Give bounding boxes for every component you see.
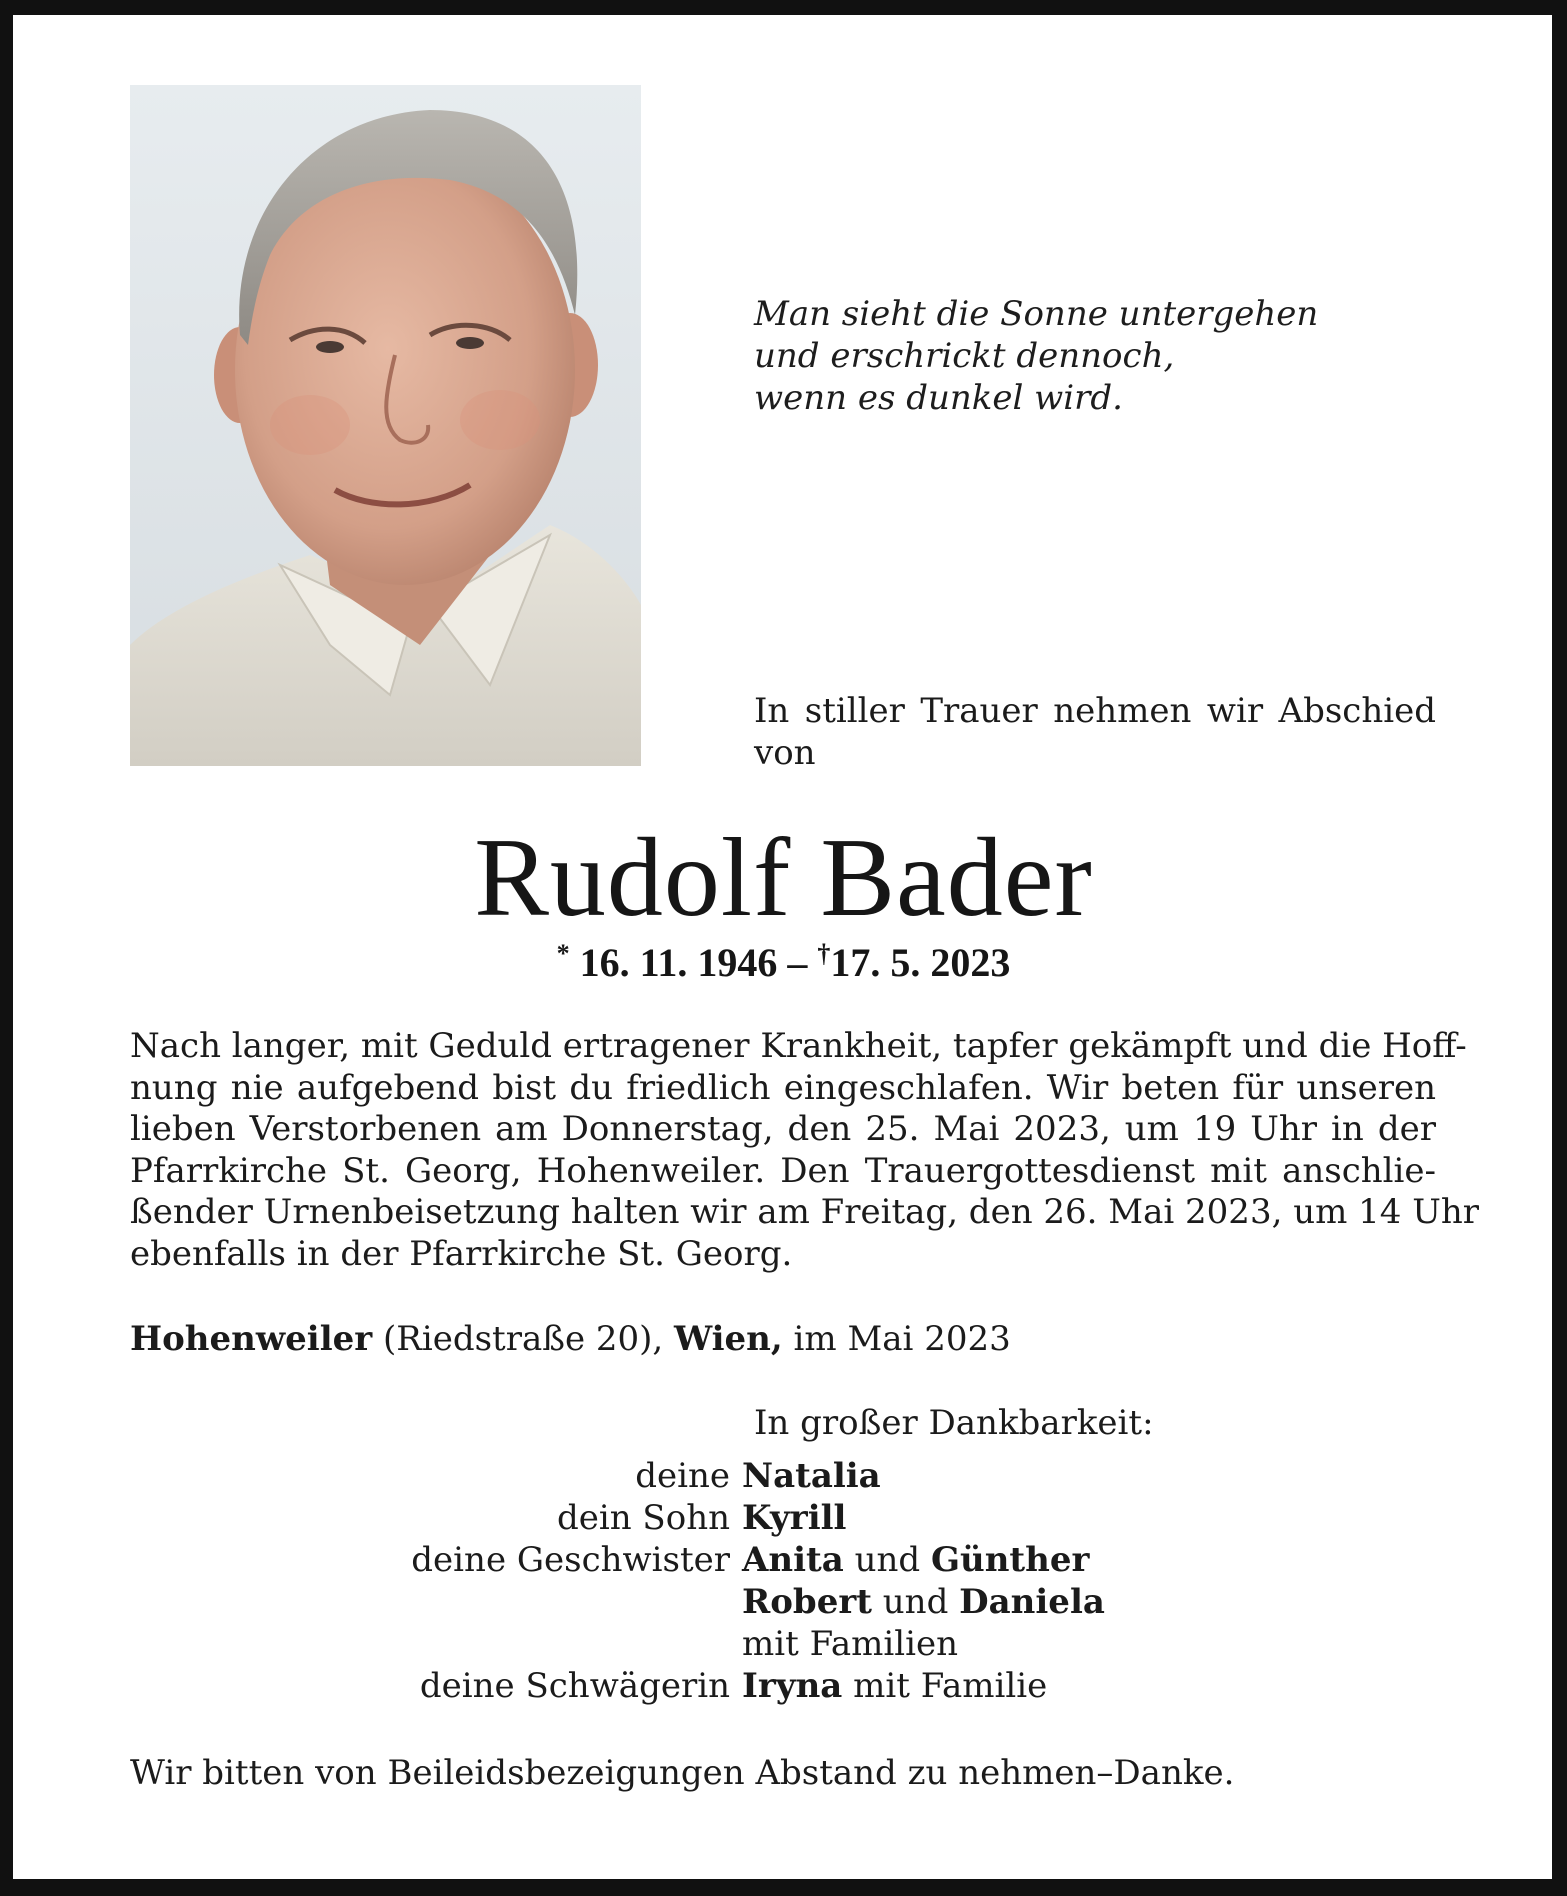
thanks-heading: In großer Dankbarkeit: bbox=[754, 1403, 1154, 1443]
date-dash: – bbox=[787, 940, 808, 985]
family-connector: und bbox=[854, 1540, 921, 1580]
location-place-1: Hohenweiler bbox=[130, 1319, 373, 1359]
location-place-2: Wien, bbox=[674, 1319, 783, 1359]
intro-text: In stiller Trauer nehmen wir Abschied von bbox=[754, 691, 1436, 773]
family-name: Anita bbox=[742, 1540, 844, 1580]
family-row bbox=[130, 1581, 1436, 1623]
family-name: Günther bbox=[930, 1540, 1090, 1580]
body-line: Pfarrkirche St. Georg, Hohenweiler. Den Trauergottesdienst mit anschlie- bbox=[130, 1150, 1436, 1191]
family-relation: deine Schwägerin bbox=[419, 1666, 730, 1706]
closing-note: Wir bitten von Beileidsbezeigungen Abstand zu nehmen–Danke. bbox=[130, 1753, 1235, 1793]
location-date: im Mai 2023 bbox=[793, 1319, 1011, 1359]
family-row bbox=[130, 1623, 1436, 1665]
life-dates bbox=[0, 938, 1567, 988]
portrait-photo bbox=[130, 85, 641, 766]
family-relation: dein Sohn bbox=[556, 1498, 730, 1538]
body-line: ebenfalls in der Pfarrkirche St. Georg. bbox=[130, 1233, 793, 1274]
deceased-name: Rudolf Bader bbox=[474, 816, 1093, 940]
location-line bbox=[130, 1318, 1436, 1360]
family-suffix: mit Familie bbox=[853, 1666, 1048, 1706]
family-list bbox=[130, 1455, 1436, 1707]
death-date: 17. 5. 2023 bbox=[830, 940, 1011, 985]
family-name: Kyrill bbox=[742, 1498, 847, 1538]
birth-date: 16. 11. 1946 bbox=[579, 940, 778, 985]
poem-line: wenn es dunkel wird. bbox=[754, 378, 1123, 418]
family-connector: und bbox=[882, 1582, 949, 1622]
body-line: ßender Urnenbeisetzung halten wir am Freitag, den 26. Mai 2023, um 14 Uhr bbox=[130, 1192, 1480, 1233]
family-row bbox=[130, 1497, 1436, 1539]
family-name: Daniela bbox=[959, 1582, 1105, 1622]
birth-symbol: * bbox=[556, 939, 570, 968]
family-relation bbox=[130, 1623, 742, 1665]
poem-line: und erschrickt dennoch, bbox=[754, 336, 1175, 376]
body-line: nung nie aufgebend bist du friedlich eingeschlafen. Wir beten für unseren bbox=[130, 1067, 1436, 1108]
family-row bbox=[130, 1455, 1436, 1497]
body-line: Nach langer, mit Geduld ertragener Krankheit, tapfer gekämpft und die Hoff- bbox=[130, 1026, 1467, 1066]
poem bbox=[754, 293, 1454, 419]
family-row bbox=[130, 1665, 1436, 1707]
family-name: Natalia bbox=[742, 1456, 881, 1496]
body-line: lieben Verstorbenen am Donnerstag, den 25. Mai 2023, um 19 Uhr in der bbox=[130, 1109, 1436, 1150]
announcement-body bbox=[130, 1026, 1480, 1276]
family-relation bbox=[130, 1581, 742, 1623]
family-suffix: mit Familien bbox=[742, 1624, 959, 1664]
family-name: Iryna bbox=[742, 1666, 843, 1706]
family-row bbox=[130, 1539, 1436, 1581]
family-name: Robert bbox=[742, 1582, 872, 1622]
family-relation: deine bbox=[635, 1456, 730, 1496]
poem-line: Man sieht die Sonne untergehen bbox=[754, 294, 1319, 334]
family-relation: deine Geschwister bbox=[411, 1540, 730, 1580]
death-symbol: † bbox=[817, 939, 831, 968]
location-address: (Riedstraße 20), bbox=[382, 1319, 664, 1359]
